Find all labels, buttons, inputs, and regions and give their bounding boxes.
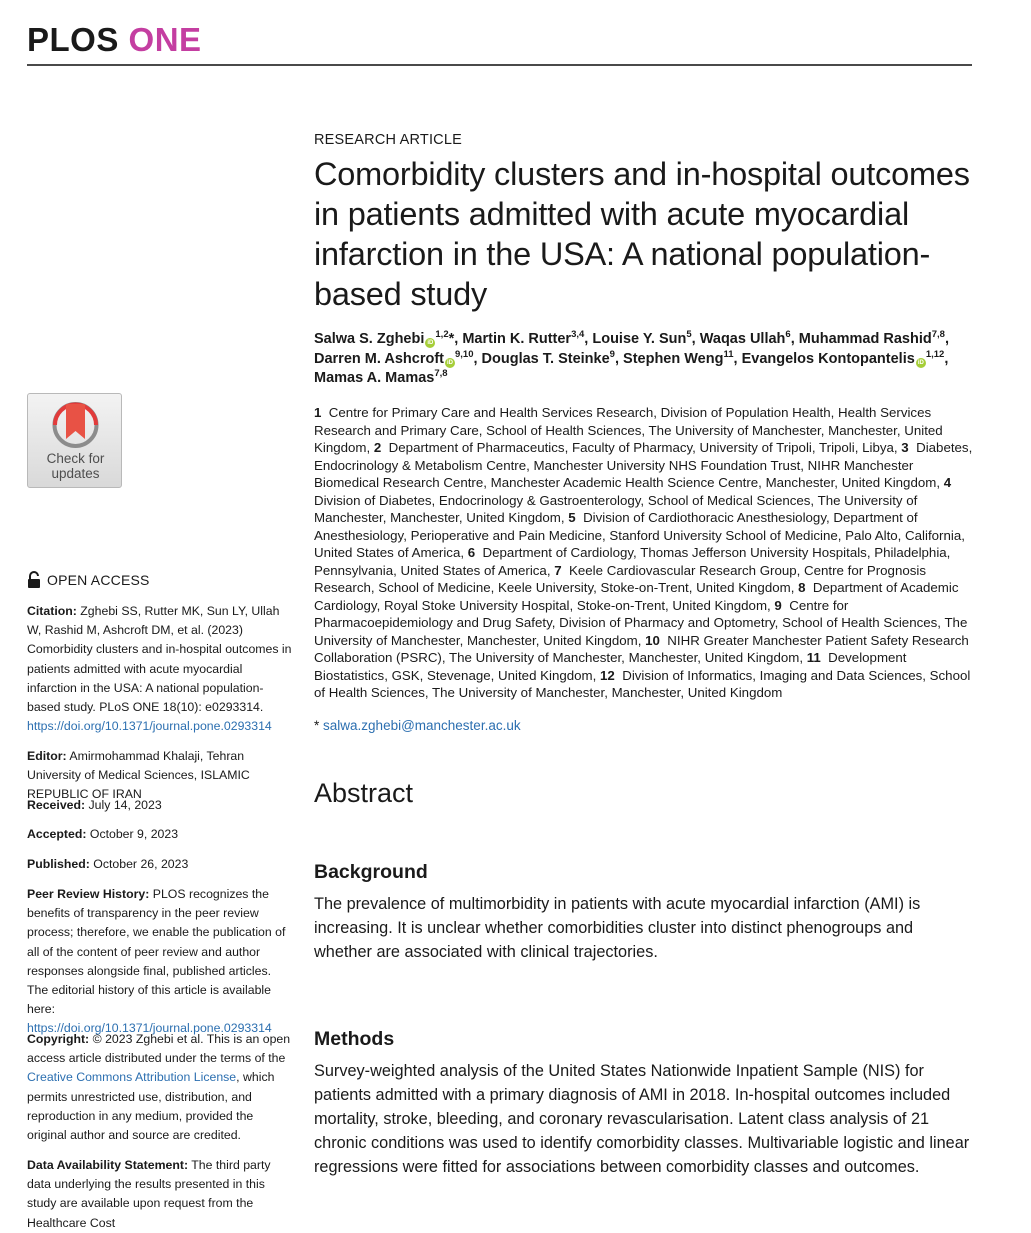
open-lock-icon bbox=[27, 571, 41, 589]
author[interactable] bbox=[314, 348, 474, 367]
creative-commons-link[interactable]: Creative Commons Attribution License bbox=[27, 1070, 237, 1085]
affiliation-list: 1 Centre for Primary Care and Health Services Research, Division of Population Health, Health Services Research and Primary Care, School of Health Sciences, The University of Manchester, Manchester, United Kingdom, 2 Department of Pharmaceutics, Faculty of Pharmacy, University of Tripoli, Tripoli, Libya, 3 Diabetes, Endocrinology & Metabolism Centre, Manchester University NHS Foundation Trust, NIHR Manchester Biomedical Research Centre, Manchester Academic Health Science Centre, Manchester, United Kingdom, 4 Division of Diabetes, Endocrinology & Gastroenterology, School of Medical Sciences, The University of Manchester, Manchester, United Kingdom, 5 Division of Cardiothoracic Anesthesiology, Department of Anesthesiology, Perioperative and Pain Medicine, Stanford University School of Medicine, Palo Alto, California, United States of America, 6 Department of Cardiology, Thomas Jefferson University Hospitals, Philadelphia, Pennsylvania, United States of America, 7 Keele Cardiovascular Research Group, Centre for Prognosis Research, School of Medicine, Keele University, Stoke-on-Trent, United Kingdom, 8 Department of Academic Cardiology, Royal Stoke University Hospital, Stoke-on-Trent, United Kingdom, 9 Centre for Pharmacoepidemiology and Drug Safety, Division of Pharmacy and Optometry, School of Health Sciences, The University of Manchester, Manchester, United Kingdom, 10 NIHR Greater Manchester Patient Safety Research Collaboration (PSRC), The University of Manchester, Manchester, United Kingdom, 11 Development Biostatistics, GSK, Stevenage, United Kingdom, 12 Division of Informatics, Imaging and Data Sciences, School of Health Sciences, The University of Manchester, Manchester, United Kingdom bbox=[314, 405, 973, 700]
abstract-heading: Abstract bbox=[314, 778, 414, 808]
orcid-icon[interactable]: iD bbox=[446, 359, 453, 366]
affiliation-text: Division of Informatics, Imaging and Data Sciences, School of Health Sciences, The University of Manchester, Manchester, United Kingdom bbox=[314, 667, 971, 700]
correspondence-email-link[interactable]: salwa.zghebi@manchester.ac.uk bbox=[323, 718, 521, 733]
editor-label: Editor: bbox=[27, 749, 67, 763]
affiliation-text: Department of Pharmaceutics, Faculty of Pharmacy, University of Tripoli, Tripoli, Libya bbox=[388, 440, 894, 455]
author-name: Salwa S. Zghebi bbox=[314, 331, 425, 347]
author-affiliation-sup: 7,8 bbox=[931, 329, 945, 341]
affiliation-number: 6 bbox=[467, 545, 476, 560]
author-name: Waqas Ullah bbox=[699, 331, 786, 347]
author-affiliation-sup: 11 bbox=[723, 348, 734, 360]
affiliation-number: 9 bbox=[774, 597, 782, 613]
methods-heading: Methods bbox=[314, 1028, 395, 1050]
author-affiliation-sup: 1,2 bbox=[435, 329, 449, 341]
affiliation-number: 1 bbox=[314, 405, 322, 420]
orcid-icon[interactable]: iD bbox=[427, 340, 434, 346]
published-label: Published: bbox=[27, 857, 90, 871]
affiliation-number: 12 bbox=[600, 667, 615, 683]
author-list: Salwa S. Zghebi iD$^{1,2}$*, Martin K. Rutter$^{3,4}$, Louise Y. Sun$^5$, Waqas Ullah$^6$, Muhammad Rashid$^{7,8}$, Darren M. Ashcroft iD$^{9,10}$, Douglas T. Steinke$^9$, Stephen Weng$^{11}$, Evangelos Kontopantelis iD$^{1,12}$, Mamas A. Mamas$^{7,8}$ bbox=[314, 329, 949, 386]
author-name: Darren M. Ashcroft bbox=[314, 350, 444, 367]
open-access-label bbox=[27, 571, 150, 589]
author-affiliation-sup: 9 bbox=[609, 348, 615, 360]
affiliation-text: Centre for Primary Care and Health Services Research, Division of Population Health, Health Services Research and Primary Care, School of Health Sciences, The University of Manchester, Manchester, United Kingdom bbox=[314, 405, 943, 455]
author-name: Douglas T. Steinke bbox=[481, 350, 610, 367]
peer-review-link[interactable]: https://doi.org/10.1371/journal.pone.0293314 bbox=[27, 1021, 272, 1036]
affiliation-number: 5 bbox=[568, 510, 576, 525]
author-name: Louise Y. Sun bbox=[592, 331, 687, 347]
accepted-block bbox=[27, 825, 293, 844]
affiliation-number: 11 bbox=[806, 650, 821, 665]
article-type: RESEARCH ARTICLE bbox=[314, 132, 462, 148]
logo-plos-text: PLOS bbox=[27, 21, 119, 58]
author-affiliation-sup: 9,10 bbox=[454, 348, 474, 360]
received-label: Received: bbox=[27, 798, 86, 812]
affiliation-number: 2 bbox=[373, 440, 382, 455]
author[interactable] bbox=[314, 370, 448, 386]
copyright-text-1: © 2023 Zghebi et al. This is an open access article distributed under the terms of the bbox=[27, 1032, 291, 1066]
header-divider bbox=[27, 64, 972, 66]
journal-logo[interactable] bbox=[27, 22, 202, 58]
author-affiliation-sup: 1,12 bbox=[925, 348, 945, 360]
data-availability-block bbox=[27, 1156, 293, 1233]
corresponding-marker: * bbox=[448, 331, 455, 347]
received-date: July 14, 2023 bbox=[88, 798, 162, 812]
author-name: Muhammad Rashid bbox=[798, 331, 932, 347]
badge-label-line2: updates bbox=[51, 465, 100, 481]
citation-label: Citation: bbox=[27, 604, 77, 618]
author[interactable] bbox=[741, 348, 945, 367]
orcid-icon[interactable]: iD bbox=[917, 359, 924, 366]
affiliation-text: Division of Cardiothoracic Anesthesiology, Department of Anesthesiology, Perioperative and Pain Medicine, Stanford University School of Medicine, Palo Alto, California, United States of America bbox=[314, 510, 965, 560]
affiliation-text: Keele Cardiovascular Research Group, Centre for Prognosis Research, School of Medicine, Keele University, Stoke-on-Trent, United Kingdom bbox=[314, 562, 926, 595]
author[interactable] bbox=[700, 331, 791, 347]
peer-review-text: PLOS recognizes the benefits of transparency in the peer review process; therefore, we enable the publication of all of the content of peer review and author responses alongside final, published articles. The editorial history of this article is available here: bbox=[27, 887, 286, 1017]
author-affiliation-sup: 7,8 bbox=[434, 368, 448, 380]
methods-text: Survey-weighted analysis of the United States Nationwide Inpatient Sample (NIS) for patients admitted with a primary diagnosis of AMI in 2018. In-hospital outcomes included mortality, stroke, bleeding, and coronary revascularisation. Latent class analysis of 21 chronic conditions was used to identify comorbidity classes. Multivariable logistic and linear regressions were fitted for associations between comorbidity classes and outcomes. bbox=[314, 1062, 970, 1176]
affiliation-number: 10 bbox=[645, 632, 660, 648]
author[interactable] bbox=[314, 331, 454, 347]
accepted-label: Accepted: bbox=[27, 827, 87, 841]
author-name: Stephen Weng bbox=[623, 350, 724, 367]
peer-review-block bbox=[27, 885, 293, 1039]
copyright-block bbox=[27, 1030, 293, 1145]
author-affiliation-sup: 5 bbox=[686, 329, 692, 341]
author[interactable] bbox=[623, 348, 734, 367]
affiliation-text: NIHR Greater Manchester Patient Safety Research Collaboration (PSRC), The University of Manchester, Manchester, United Kingdom bbox=[314, 632, 969, 665]
author-affiliation-sup: 6 bbox=[785, 329, 791, 341]
received-block bbox=[27, 796, 293, 815]
affiliation-text: Division of Diabetes, Endocrinology & Gastroenterology, School of Medical Sciences, The University of Manchester, Manchester, United Kingdom bbox=[314, 492, 918, 525]
author-name: Evangelos Kontopantelis bbox=[741, 350, 915, 367]
article-title: Comorbidity clusters and in-hospital outcomes in patients admitted with acute myocardial infarction in the USA: A national population-based study bbox=[314, 156, 970, 312]
affiliation-text: Department of Cardiology, Thomas Jefferson University Hospitals, Philadelphia, Pennsylvania, United States of America bbox=[314, 545, 951, 578]
author-name: Mamas A. Mamas bbox=[314, 370, 435, 386]
background-heading: Background bbox=[314, 861, 428, 883]
citation-doi-link[interactable]: https://doi.org/10.1371/journal.pone.0293314 bbox=[27, 719, 272, 734]
data-availability-text: The third party data underlying the results presented in this study are available upon request from the Healthcare Cost bbox=[27, 1158, 271, 1230]
citation-block bbox=[27, 602, 293, 736]
check-for-updates-badge[interactable] bbox=[27, 393, 122, 488]
accepted-date: October 9, 2023 bbox=[89, 827, 179, 841]
peer-review-label: Peer Review History: bbox=[27, 887, 150, 901]
logo-one-text: ONE bbox=[128, 21, 202, 58]
open-access-text: OPEN ACCESS bbox=[47, 572, 150, 588]
author[interactable] bbox=[462, 331, 584, 347]
affiliation-number: 3 bbox=[901, 440, 909, 455]
published-block bbox=[27, 855, 293, 874]
affiliation-text: Diabetes, Endocrinology & Metabolism Centre, Manchester University NHS Foundation Trust, NIHR Manchester Biomedical Research Centre, Manchester Academic Health Science Centre, Manchester, United Kingdom bbox=[314, 440, 973, 490]
affiliation-number: 7 bbox=[554, 562, 562, 578]
author[interactable] bbox=[592, 331, 691, 347]
correspondence-line bbox=[314, 718, 521, 733]
affiliation-number: 8 bbox=[798, 580, 806, 595]
author[interactable] bbox=[481, 348, 615, 367]
editor-text: Amirmohammad Khalaji, Tehran University of Medical Sciences, ISLAMIC REPUBLIC OF IRAN bbox=[27, 749, 250, 802]
data-availability-label: Data Availability Statement: bbox=[27, 1158, 189, 1172]
affiliation-text: Centre for Pharmacoepidemiology and Drug Safety, Division of Pharmacy and Optometry, School of Health Sciences, The University of Manchester, Manchester, United Kingdom bbox=[314, 597, 968, 648]
background-text: The prevalence of multimorbidity in patients with acute myocardial infarction (AMI) is increasing. It is unclear whether comorbidities cluster into distinct phenogroups and whether are associated with clinical trajectories. bbox=[314, 895, 921, 961]
affiliation-text: Department of Academic Cardiology, Royal Stoke University Hospital, Stoke-on-Trent, United Kingdom bbox=[314, 580, 959, 613]
correspondence-marker: * bbox=[314, 718, 320, 733]
citation-text: Zghebi SS, Rutter MK, Sun LY, Ullah W, Rashid M, Ashcroft DM, et al. (2023) Comorbidity clusters and in-hospital outcomes in patients admitted with acute myocardial infarction in the USA: A national population-based study. PLoS ONE 18(10): e0293314. bbox=[27, 604, 292, 715]
copyright-text-2: , which permits unrestricted use, distribution, and reproduction in any medium, provided the original author and source are credited. bbox=[27, 1070, 275, 1143]
affiliation-number: 4 bbox=[943, 475, 952, 490]
author-affiliation-sup: 3,4 bbox=[571, 329, 585, 341]
badge-label-line1: Check for bbox=[46, 451, 105, 466]
bookmark-ribbon-icon bbox=[28, 394, 123, 454]
author[interactable] bbox=[799, 331, 945, 347]
badge-label bbox=[28, 452, 123, 481]
affiliation-text: Development Biostatistics, GSK, Stevenage, United Kingdom bbox=[314, 650, 907, 683]
author-name: Martin K. Rutter bbox=[462, 331, 572, 347]
published-date: October 26, 2023 bbox=[93, 857, 189, 871]
copyright-label: Copyright: bbox=[27, 1032, 90, 1046]
